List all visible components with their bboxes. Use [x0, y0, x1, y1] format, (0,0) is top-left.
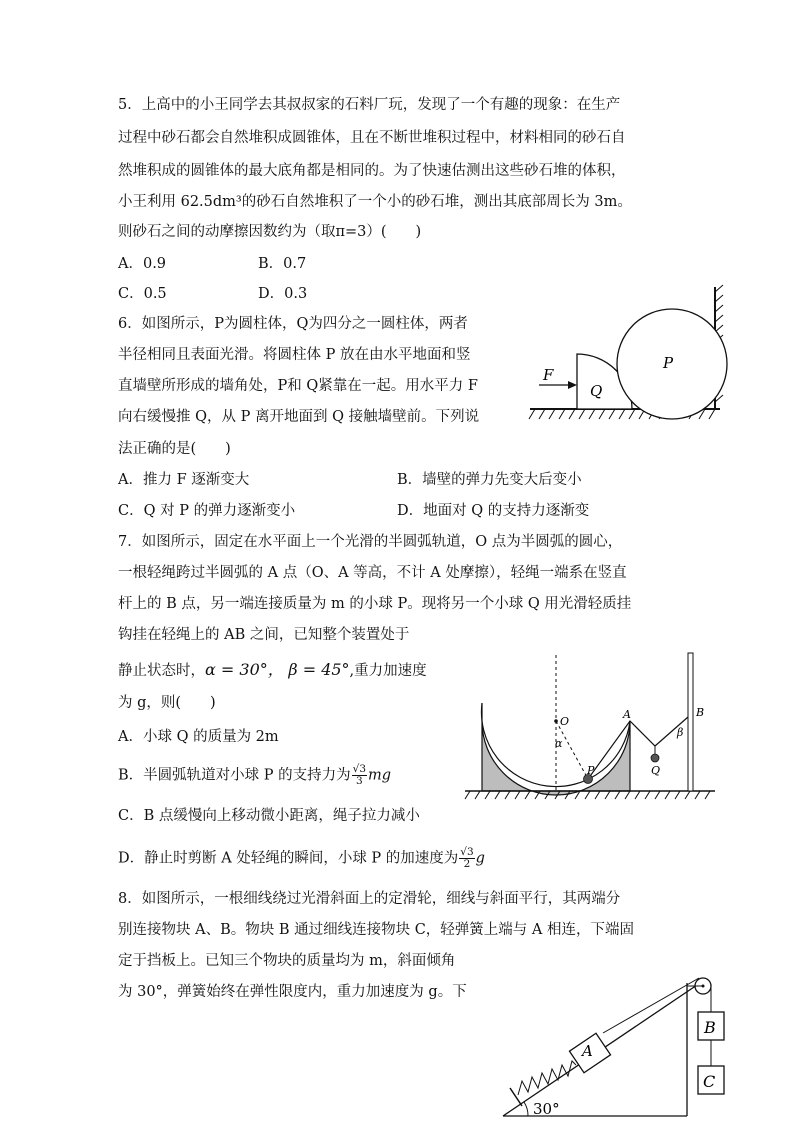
q7-beta-eq: β = 45° [288, 660, 350, 679]
q6-line-2: 半径相同且表面光滑。将圆柱体 P 放在由水平地面和竖 [118, 347, 471, 363]
q7-option-c[interactable]: C．B 点缓慢向上移动微小距离，绳子拉力减小 [118, 808, 420, 824]
q7-option-d[interactable] [118, 847, 485, 870]
q6-fig-label-p: P [663, 354, 674, 372]
q7-fig-label-p: P [587, 764, 595, 777]
q6-option-c[interactable]: C．Q 对 P 的弹力逐渐变小 [118, 503, 296, 519]
q6-option-b[interactable]: B．墙壁的弹力先变大后变小 [397, 472, 582, 488]
q8-fig-label-a: A [582, 1042, 593, 1060]
q7-option-b-num: √3 [352, 763, 367, 775]
q5-line-3: 然堆积成的圆锥体的最大底角都是相同的。为了快速估测出这些砂石堆的体积， [118, 163, 626, 179]
q7-option-b-unit: mg [368, 767, 392, 784]
q5-line-4: 小王利用 62.5dm³的砂石自然堆积了一个小的砂石堆，测出其底部周长为 3m。 [118, 194, 632, 210]
q5-line-5: 则砂石之间的动摩擦因数约为（取π=3）( ) [118, 224, 422, 240]
q7-line-3: 杆上的 B 点，另一端连接质量为 m 的小球 P。现将另一个小球 Q 用光滑轻质挂 [118, 596, 632, 612]
q7-fig-label-alpha: α [555, 737, 563, 750]
q5-line-2: 过程中砂石都会自然堆积成圆锥体，且在不断世堆积过程中，材料相同的砂石自 [118, 130, 626, 146]
q7-fig-label-o: O [560, 715, 570, 728]
q6-option-a[interactable]: A．推力 F 逐渐变大 [118, 472, 250, 488]
q8-line-3: 定于挡板上。已知三个物块的质量均为 m，斜面倾角 [118, 953, 456, 969]
q6-fig-label-f: F [543, 366, 554, 384]
q5-line-1: 5．上高中的小王同学去其叔叔家的石料厂玩，发现了一个有趣的现象：在生产 [118, 97, 621, 113]
q7-option-b[interactable] [118, 764, 391, 787]
q7-option-b-den: 3 [355, 775, 363, 787]
q7-option-d-den: 2 [463, 858, 471, 870]
q7-fig-label-q: Q [651, 764, 661, 777]
q7-fig-label-a: A [623, 708, 631, 721]
q7-option-d-num: √3 [460, 846, 474, 858]
q6-line-4: 向右缓慢推 Q，从 P 离开地面到 Q 接触墙壁前。下列说 [118, 409, 480, 425]
q8-fig-label-c: C [703, 1072, 716, 1091]
q7-option-d-text: D．静止时剪断 A 处轻绳的瞬间，小球 P 的加速度为 [118, 850, 459, 867]
q7-line-5-b: ,重力加速度 [349, 663, 427, 679]
q7-line-6: 为 g，则( ) [118, 695, 216, 711]
q7-option-b-text: B．半圆弧轨道对小球 P 的支持力为 [118, 767, 351, 784]
q7-fig-label-b: B [696, 706, 705, 719]
q6-option-d[interactable]: D．地面对 Q 的支持力逐渐变 [397, 503, 590, 519]
q7-option-b-fraction [352, 764, 367, 787]
q6-line-3: 直墙壁所形成的墙角处，P和 Q紧靠在一起。用水平力 F [118, 378, 478, 394]
q7-fig-label-beta: β [677, 726, 684, 739]
q7-line-1: 7．如图所示，固定在水平面上一个光滑的半圆弧轨道，O 点为半圆弧的圆心， [118, 534, 623, 550]
q7-line-5 [118, 660, 427, 681]
q7-line-2: 一根轻绳跨过半圆弧的 A 点（O、A 等高，不计 A 处摩擦），轻绳一端系在竖直 [118, 565, 627, 581]
q6-line-1: 6．如图所示，P为圆柱体，Q为四分之一圆柱体，两者 [118, 316, 468, 332]
q7-alpha-eq: α = 30°， [205, 660, 284, 679]
q5-option-b[interactable]: B．0.7 [258, 256, 307, 272]
q8-fig-label-b: B [704, 1018, 716, 1037]
q8-line-1: 8．如图所示，一根细线绕过光滑斜面上的定滑轮，细线与斜面平行，其两端分 [118, 891, 621, 907]
q5-option-a[interactable]: A．0.9 [118, 256, 167, 272]
q6-figure [525, 282, 735, 424]
q8-line-4: 为 30°，弹簧始终在弹性限度内，重力加速度为 g。下 [118, 984, 467, 1000]
q7-line-4: 钩挂在轻绳上的 AB 之间，已知整个装置处于 [118, 627, 410, 643]
q6-fig-label-q: Q [590, 382, 603, 400]
q8-fig-label-angle: 30° [533, 1100, 560, 1118]
q7-figure [460, 650, 720, 805]
q8-line-2: 别连接物块 A、B。物块 B 通过细线连接物块 C，轻弹簧上端与 A 相连，下端固 [118, 922, 635, 938]
q7-option-a[interactable]: A．小球 Q 的质量为 2m [118, 729, 279, 745]
q7-line-5-a: 静止状态时， [118, 663, 205, 679]
q6-line-5: 法正确的是( ) [118, 441, 231, 457]
q5-option-c[interactable]: C．0.5 [118, 286, 167, 302]
q5-option-d[interactable]: D．0.3 [258, 286, 308, 302]
q7-option-d-unit: g [475, 850, 485, 867]
q7-option-d-fraction [459, 847, 474, 870]
q8-figure [500, 968, 740, 1120]
